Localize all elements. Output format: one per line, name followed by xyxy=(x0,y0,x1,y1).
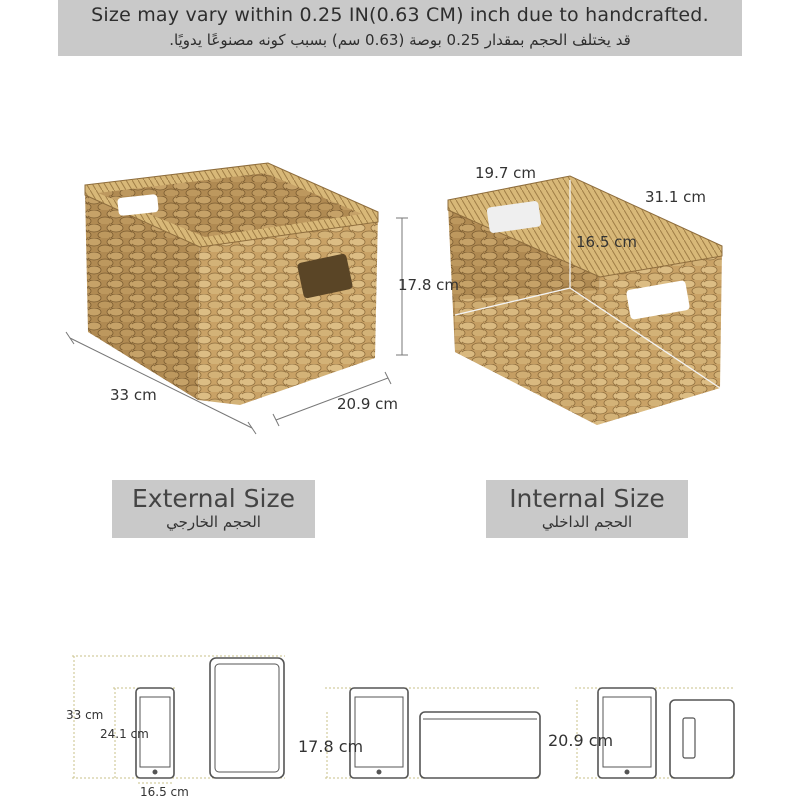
external-width-label: 20.9 cm xyxy=(337,395,399,413)
comparison-tablet-width-label: 16.5 cm xyxy=(140,785,189,799)
comparison-tablet-height-label: 24.1 cm xyxy=(100,727,149,741)
internal-size-title: Internal Size xyxy=(509,484,665,513)
tablet-outline-2 xyxy=(350,688,408,778)
basket-side-outline-tall xyxy=(210,658,284,778)
external-size-label-box xyxy=(112,480,315,538)
external-size-title: External Size xyxy=(132,484,295,513)
comparison-drawings xyxy=(72,656,735,783)
internal-length-label: 31.1 cm xyxy=(645,188,707,206)
basket-end-outline xyxy=(670,700,734,778)
internal-size-title-arabic: الحجم الداخلي xyxy=(541,513,633,531)
size-notice-english: Size may vary within 0.25 IN(0.63 CM) inch due to handcrafted. xyxy=(91,4,709,26)
comparison-length-label: 33 cm xyxy=(66,708,104,722)
comparison-height-label: 17.8 cm xyxy=(298,737,364,756)
external-height-label: 17.8 cm xyxy=(398,276,460,294)
internal-size-label-box xyxy=(486,480,688,538)
external-length-label: 33 cm xyxy=(110,386,157,404)
basket-long-outline xyxy=(420,712,540,778)
external-size-title-arabic: الحجم الخارجي xyxy=(166,513,261,531)
internal-basket-drawing xyxy=(448,176,722,425)
external-basket-drawing xyxy=(85,163,378,405)
internal-height-label: 16.5 cm xyxy=(576,233,638,251)
comparison-width-label: 20.9 cm xyxy=(548,731,614,750)
size-notice-arabic: قد يختلف الحجم بمقدار 0.25 بوصة (0.63 سم) بسبب كونه مصنوعًا يدويًا. xyxy=(169,31,631,49)
internal-width-label: 19.7 cm xyxy=(475,164,537,182)
